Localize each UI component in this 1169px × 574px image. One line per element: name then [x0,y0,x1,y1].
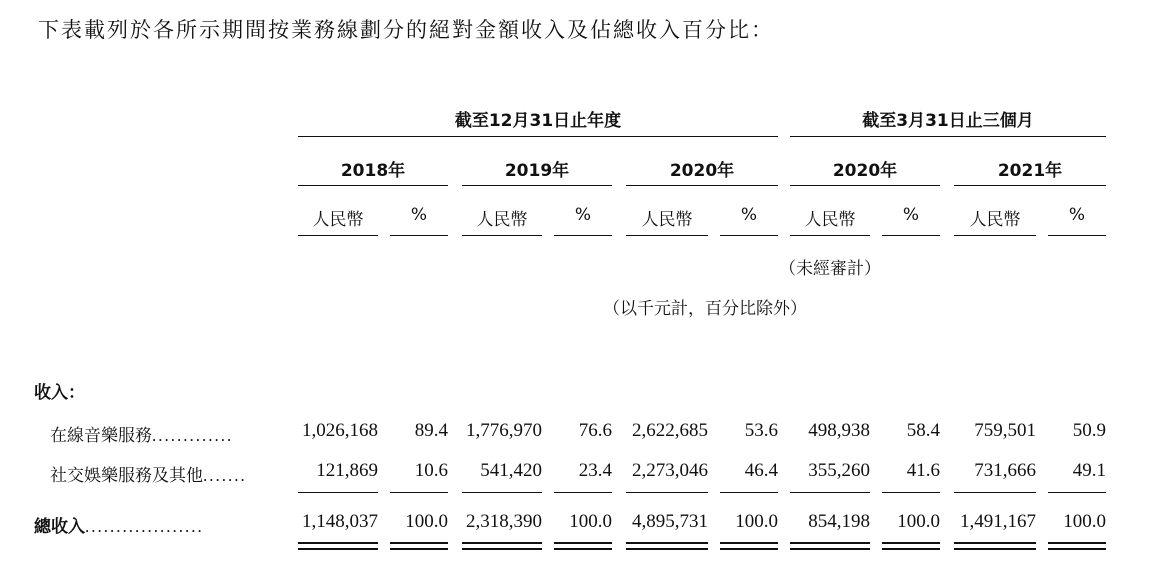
section-label: 收入： [34,383,85,403]
total-cell: 100.0 [405,511,448,532]
total-double-rule [720,542,778,550]
total-cell: 100.0 [569,511,612,532]
leader-dots: ....... [203,466,247,485]
total-double-rule [462,542,542,550]
table-cell: 2,273,046 [632,460,708,481]
total-double-rule [626,542,708,550]
total-double-rule [882,542,940,550]
sub-header-rule [298,235,378,236]
unit-note: （以千元計，百分比除外） [603,299,807,319]
table-cell: 498,938 [808,420,870,441]
table-cell: 759,501 [974,420,1036,441]
year-header-2020-q: 2020年 [832,161,898,181]
total-cell: 1,491,167 [960,511,1036,532]
row-label [50,461,247,486]
table-cell: 58.4 [906,420,940,441]
subtotal-rule [954,492,1036,493]
sub-header-rule [790,235,870,236]
total-cell: 2,318,390 [466,511,542,532]
sub-header-rule [1048,235,1106,236]
total-label-text: 總收入 [34,517,85,537]
period-header-quarter-rule [790,136,1106,137]
total-cell: 854,198 [808,511,870,532]
year-header-rule [298,185,448,186]
table-cell: 1,776,970 [466,420,542,441]
year-header-rule [954,185,1106,186]
unaudited-note: （未經審計） [779,259,881,279]
total-double-rule [1048,542,1106,550]
currency-header: 人民幣 [312,210,364,230]
subtotal-rule [720,492,778,493]
leader-dots: ................... [85,517,204,536]
total-cell: 1,148,037 [302,511,378,532]
period-header-quarter: 截至3月31日止三個月 [862,111,1034,131]
period-header-year-rule [298,136,778,137]
sub-header-rule [462,235,542,236]
total-double-rule [790,542,870,550]
total-double-rule [954,542,1036,550]
currency-header: 人民幣 [804,210,856,230]
year-header-2019: 2019年 [504,161,570,181]
subtotal-rule [1048,492,1106,493]
sub-header-rule [720,235,778,236]
percent-header: % [1068,205,1086,225]
total-double-rule [554,542,612,550]
table-cell: 731,666 [974,460,1036,481]
currency-header: 人民幣 [969,210,1021,230]
table-cell: 41.6 [906,460,940,481]
leader-dots: ............. [152,426,234,445]
row-label-text: 在線音樂服務 [50,426,152,446]
total-cell: 4,895,731 [632,511,708,532]
table-cell: 49.1 [1072,460,1106,481]
year-header-rule [790,185,940,186]
table-cell: 121,869 [316,460,378,481]
row-label-text: 社交娛樂服務及其他 [50,466,203,486]
year-header-2021-q: 2021年 [997,161,1063,181]
percent-header: % [574,205,592,225]
subtotal-rule [554,492,612,493]
total-label [34,512,204,537]
table-cell: 76.6 [578,420,612,441]
table-cell: 541,420 [480,460,542,481]
sub-header-rule [882,235,940,236]
subtotal-rule [626,492,708,493]
total-cell: 100.0 [897,511,940,532]
currency-header: 人民幣 [476,210,528,230]
subtotal-rule [882,492,940,493]
subtotal-rule [390,492,448,493]
subtotal-rule [790,492,870,493]
table-cell: 10.6 [414,460,448,481]
year-header-rule [626,185,778,186]
subtotal-rule [298,492,378,493]
percent-header: % [410,205,428,225]
year-header-2020: 2020年 [669,161,735,181]
intro-text: 下表載列於各所示期間按業務線劃分的絕對金額收入及佔總收入百分比： [38,18,774,42]
table-cell: 355,260 [808,460,870,481]
total-cell: 100.0 [735,511,778,532]
table-cell: 46.4 [744,460,778,481]
subtotal-rule [462,492,542,493]
period-header-year: 截至12月31日止年度 [454,111,622,131]
sub-header-rule [626,235,708,236]
sub-header-rule [390,235,448,236]
table-cell: 53.6 [744,420,778,441]
table-cell: 23.4 [578,460,612,481]
total-double-rule [298,542,378,550]
table-cell: 1,026,168 [302,420,378,441]
percent-header: % [740,205,758,225]
table-cell: 89.4 [414,420,448,441]
percent-header: % [902,205,920,225]
total-cell: 100.0 [1063,511,1106,532]
table-cell: 50.9 [1072,420,1106,441]
year-header-2018: 2018年 [340,161,406,181]
year-header-rule [462,185,612,186]
row-label [50,421,233,446]
currency-header: 人民幣 [641,210,693,230]
total-double-rule [390,542,448,550]
sub-header-rule [954,235,1036,236]
table-cell: 2,622,685 [632,420,708,441]
sub-header-rule [554,235,612,236]
